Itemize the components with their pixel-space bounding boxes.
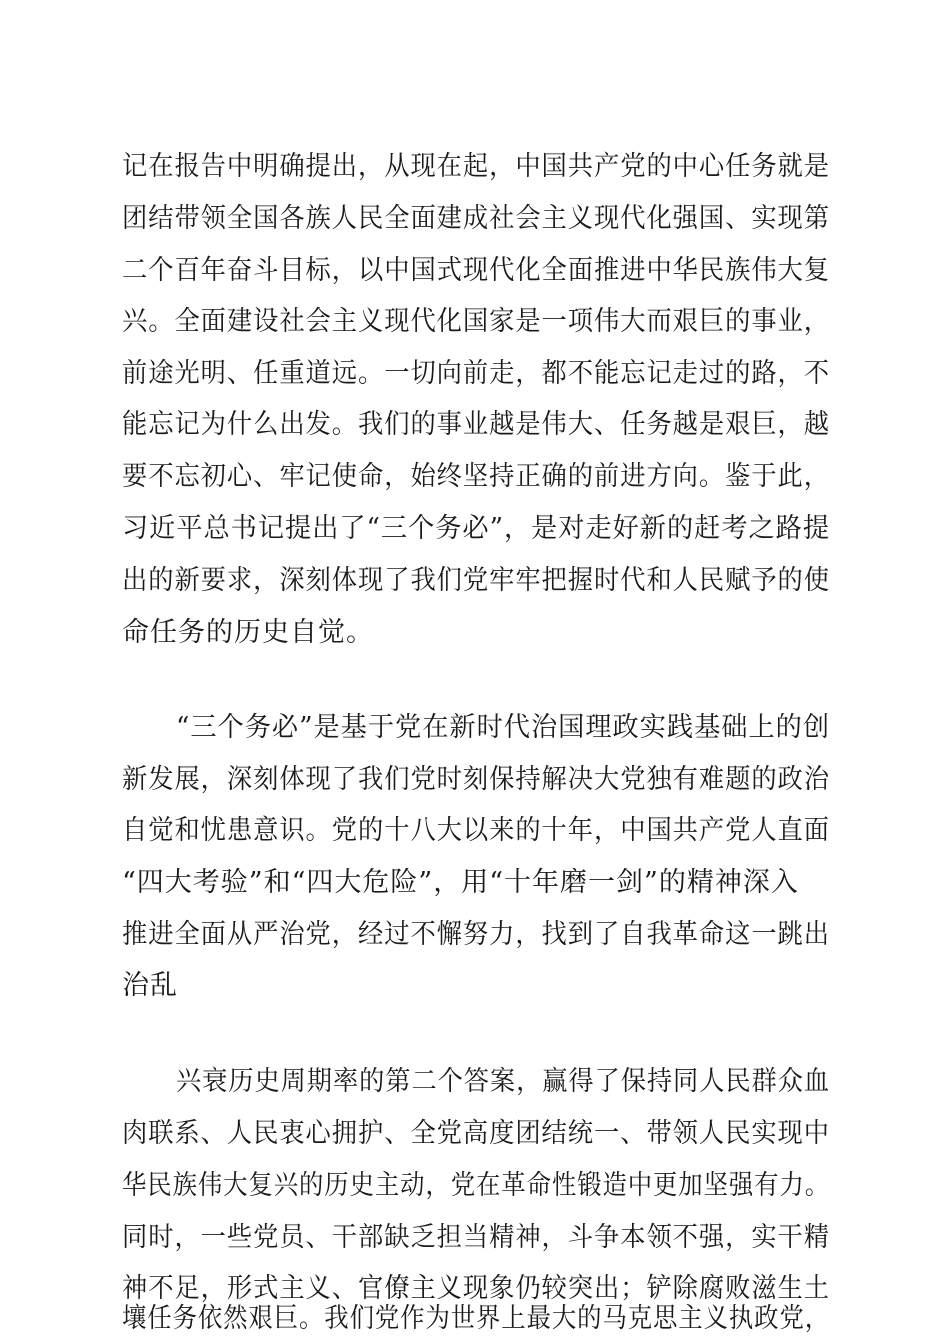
- text-line: [0, 400, 950, 450]
- text-line: [0, 349, 950, 399]
- text-line-content: 治乱: [122, 970, 178, 1001]
- text-line-content: “三个务必”是基于党在新时代治国理政实践基础上的创: [176, 712, 831, 743]
- text-line: [0, 1294, 950, 1344]
- text-line-content: 同时，一些党员、干部缺乏担当精神，斗争本领不强，实干精: [122, 1222, 830, 1253]
- text-line-content: 团结带领全国各族人民全面建成社会主义现代化强国、实现第: [122, 203, 830, 234]
- text-line: [0, 1057, 950, 1107]
- text-line-content: 要不忘初心、牢记使命，始终坚持正确的前进方向。鉴于此，: [122, 461, 830, 492]
- text-line: [0, 142, 950, 192]
- text-line-content: 推进全面从严治党，经过不懈努力，找到了自我革命这一跳出: [122, 919, 830, 950]
- text-line-content: 肉联系、人民衷心拥护、全党高度团结统一、带领人民实现中: [122, 1118, 830, 1149]
- text-line-content: 壤任务依然艰巨。我们党作为世界上最大的马克思主义执政党，: [122, 1303, 831, 1334]
- text-line-content: 前途光明、任重道远。一切向前走，都不能忘记走过的路，不: [122, 358, 830, 389]
- text-line: [0, 194, 950, 244]
- text-line: [0, 1109, 950, 1159]
- text-line: [0, 556, 950, 606]
- text-line-content: 二个百年奋斗目标，以中国式现代化全面推进中华民族伟大复: [122, 255, 830, 286]
- text-line-content: 自觉和忧患意识。党的十八大以来的十年，中国共产党人直面: [122, 815, 830, 846]
- text-line: [0, 755, 950, 805]
- text-line: [0, 452, 950, 502]
- text-line-content: 命任务的历史自觉。: [122, 617, 374, 648]
- text-line-content: 记在报告中明确提出，从现在起，中国共产党的中心任务就是: [122, 151, 830, 182]
- text-line-content: 华民族伟大复兴的历史主动，党在革命性锻造中更加坚强有力。: [122, 1170, 831, 1201]
- text-line-content: 兴衰历史周期率的第二个答案，赢得了保持同人民群众血: [176, 1066, 831, 1097]
- text-line-content: 习近平总书记提出了“三个务必”，是对走好新的赶考之路提: [122, 513, 831, 544]
- text-line-content: “四大考验”和“四大危险”，用“十年磨一剑”的精神深入: [122, 867, 799, 898]
- text-line: [0, 806, 950, 856]
- text-line-content: 能忘记为什么出发。我们的事业越是伟大、任务越是艰巨，越: [122, 409, 830, 440]
- text-line: [0, 858, 950, 908]
- text-line: [0, 961, 950, 1011]
- text-line-content: 兴。全面建设社会主义现代化国家是一项伟大而艰巨的事业，: [122, 306, 830, 337]
- text-line: [0, 504, 950, 554]
- text-line: [0, 297, 950, 347]
- text-line: [0, 910, 950, 960]
- text-line: [0, 1213, 950, 1263]
- text-line: [0, 608, 950, 658]
- text-line-content: 新发展，深刻体现了我们党时刻保持解决大党独有难题的政治: [122, 764, 830, 795]
- text-line-content: 出的新要求，深刻体现了我们党牢牢把握时代和人民赋予的使: [122, 565, 830, 596]
- text-line: [0, 703, 950, 753]
- text-line: [0, 246, 950, 296]
- text-line-content: 神不足，形式主义、官僚主义现象仍较突出；铲除腐败滋生土: [122, 1273, 830, 1304]
- text-line: [0, 1161, 950, 1211]
